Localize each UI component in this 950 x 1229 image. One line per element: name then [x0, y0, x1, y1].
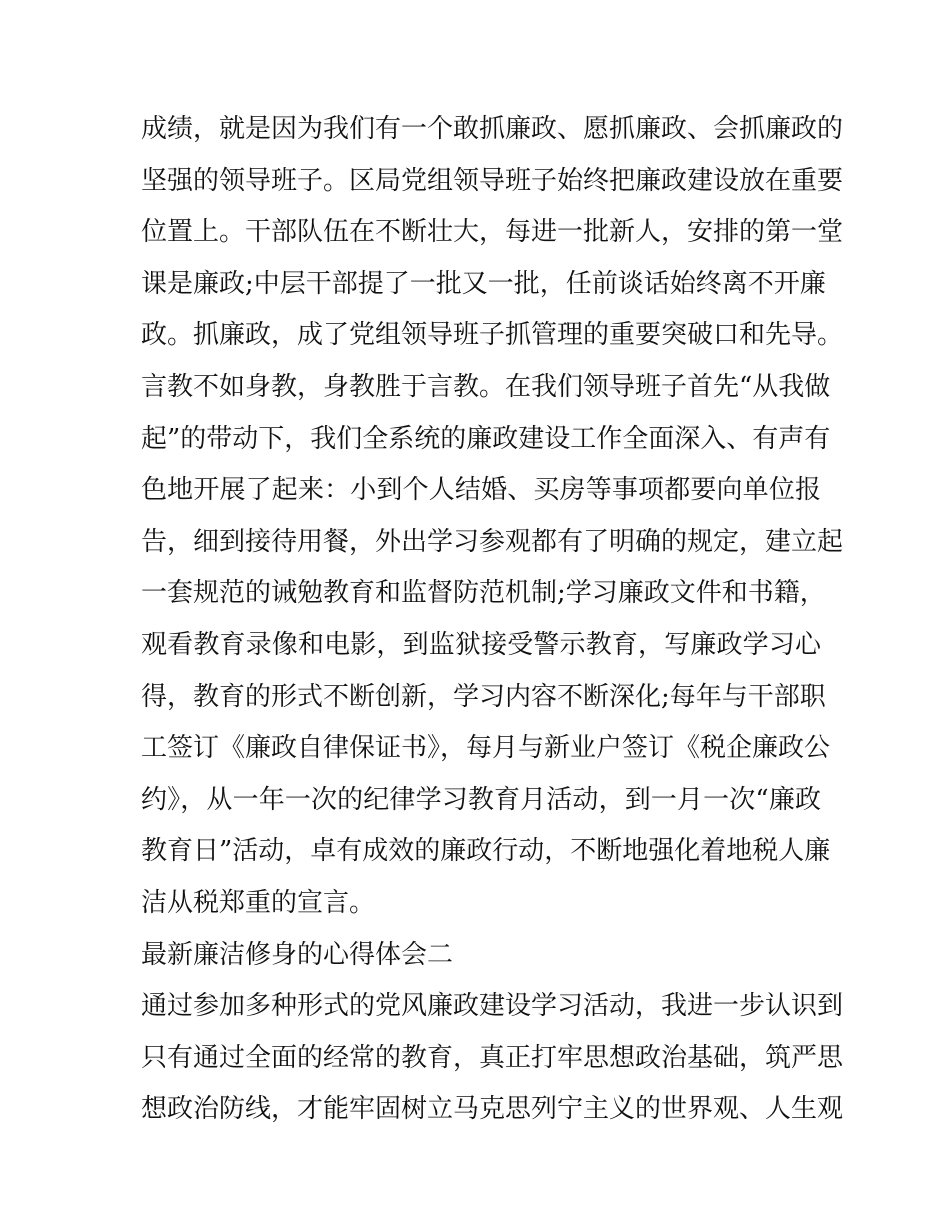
text-line: 教育日”活动，卓有成效的廉政行动，不断地强化着地税人廉 [141, 836, 831, 867]
text-line: 告，细到接待用餐，外出学习参观都有了明确的规定，建立起 [141, 526, 844, 557]
text-line: 洁从税郑重的宣言。 [141, 887, 376, 918]
section-heading: 最新廉洁修身的心得体会二 [141, 939, 454, 970]
text-line: 起”的带动下，我们全系统的廉政建设工作全面深入、有声有 [141, 423, 831, 454]
text-line: 色地开展了起来：小到个人结婚、买房等事项都要向单位报 [141, 475, 821, 506]
text-line: 工签订《廉政自律保证书》，每月与新业户签订《税企廉政公 [141, 733, 831, 764]
text-line: 通过参加多种形式的党风廉政建设学习活动，我进一步认识到 [141, 991, 844, 1022]
text-line: 观看教育录像和电影，到监狱接受警示教育，写廉政学习心 [141, 629, 821, 660]
text-line: 课是廉政;中层干部提了一批又一批，任前谈话始终离不开廉 [141, 268, 826, 299]
text-line: 言教不如身教，身教胜于言教。在我们领导班子首先“从我做 [141, 371, 831, 402]
text-line: 成绩，就是因为我们有一个敢抓廉政、愿抓廉政、会抓廉政的 [141, 114, 844, 144]
text-line: 只有通过全面的经常的教育，真正打牢思想政治基础，筑严思 [141, 1042, 844, 1073]
text-line: 政。抓廉政，成了党组领导班子抓管理的重要突破口和先导。 [141, 320, 844, 351]
text-line: 想政治防线，才能牢固树立马克思列宁主义的世界观、人生观 [141, 1094, 844, 1125]
text-line: 位置上。干部队伍在不断壮大，每进一批新人，安排的第一堂 [141, 217, 844, 248]
text-line: 坚强的领导班子。区局党组领导班子始终把廉政建设放在重要 [141, 165, 844, 196]
document-body [141, 104, 844, 1136]
text-line: 约》，从一年一次的纪律学习教育月活动，到一月一次“廉政 [141, 784, 821, 815]
text-line: 一套规范的诫勉教育和监督防范机制;学习廉政文件和书籍， [141, 578, 826, 609]
text-line: 得，教育的形式不断创新，学习内容不断深化;每年与干部职 [141, 681, 826, 712]
